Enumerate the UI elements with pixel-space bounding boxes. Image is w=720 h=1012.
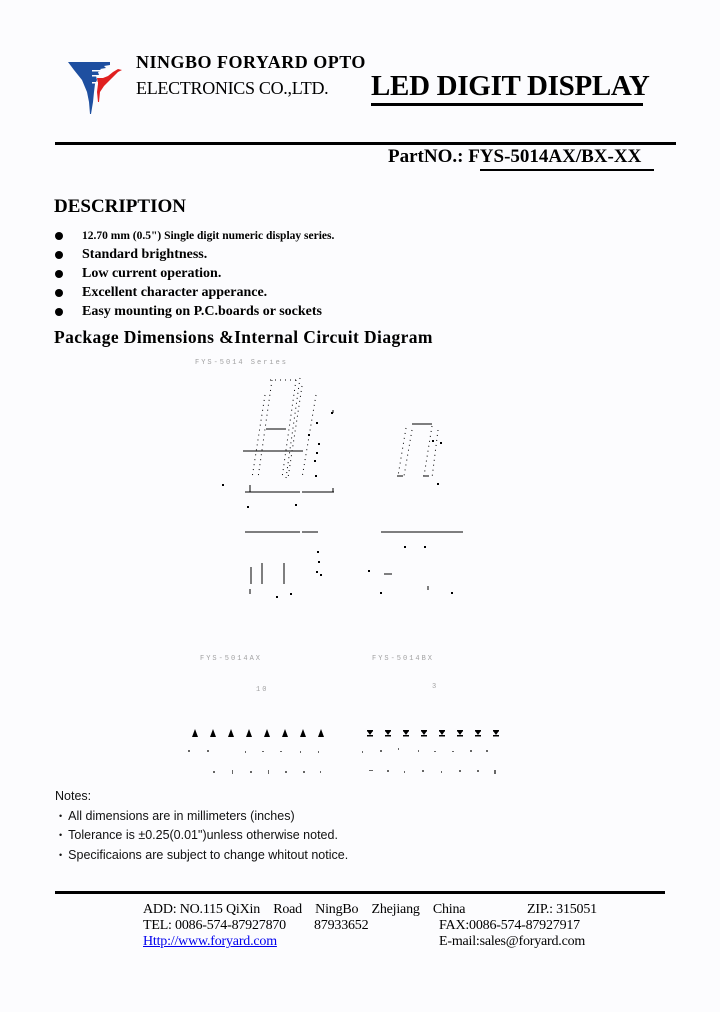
footer-tel-alt: 87933652	[314, 918, 369, 933]
footer-email: E-mail:sales@foryard.com	[439, 934, 586, 949]
series-label: FYS-5014 Series	[195, 359, 289, 367]
part-number: PartNO.: FYS-5014AX/BX-XX	[388, 146, 642, 167]
note-item: • All dimensions are in millimeters (inches)	[55, 809, 348, 829]
footer-tel: TEL: 0086-574-87927870	[143, 918, 286, 933]
common-pin-b: 3	[432, 683, 439, 691]
document-title: LED DIGIT DISPLAY	[371, 70, 650, 102]
company-name-line1: NINGBO FORYARD OPTO	[136, 52, 366, 72]
website-link[interactable]: Http://www.foryard.com	[143, 934, 277, 949]
common-pin-a: 10	[256, 686, 269, 694]
circuit-a-diodes	[192, 729, 324, 737]
package-heading: Package Dimensions &Internal Circuit Diagram	[54, 327, 433, 347]
description-item: Low current operation.	[54, 264, 334, 283]
note-item: • Tolerance is ±0.25(0.01")unless otherwise noted.	[55, 828, 348, 848]
footer-address: ADD: NO.115 QiXin Road NingBo Zhejiang China	[143, 902, 466, 917]
notes-section	[55, 789, 348, 867]
circuit-a-label: FYS-5014AX	[200, 655, 263, 663]
circuit-b-diodes	[367, 730, 499, 737]
footer-zip: ZIP.: 315051	[527, 902, 597, 917]
description-item: Standard brightness.	[54, 245, 334, 264]
description-item: 12.70 mm (0.5") Single digit numeric display series.	[54, 226, 334, 245]
company-name-line2: ELECTRONICS CO.,LTD.	[136, 78, 329, 98]
footer-website	[143, 934, 277, 950]
description-heading: DESCRIPTION	[54, 196, 186, 217]
footer-fax: FAX:0086-574-87927917	[439, 918, 580, 933]
notes-heading: Notes:	[55, 789, 92, 803]
note-item: • Specificaions are subject to change whitout notice.	[55, 848, 348, 868]
circuit-b-label: FYS-5014BX	[372, 655, 435, 663]
description-item: Easy mounting on P.C.boards or sockets	[54, 302, 334, 321]
footer-divider	[55, 891, 665, 894]
description-item: Excellent character apperance.	[54, 283, 334, 302]
